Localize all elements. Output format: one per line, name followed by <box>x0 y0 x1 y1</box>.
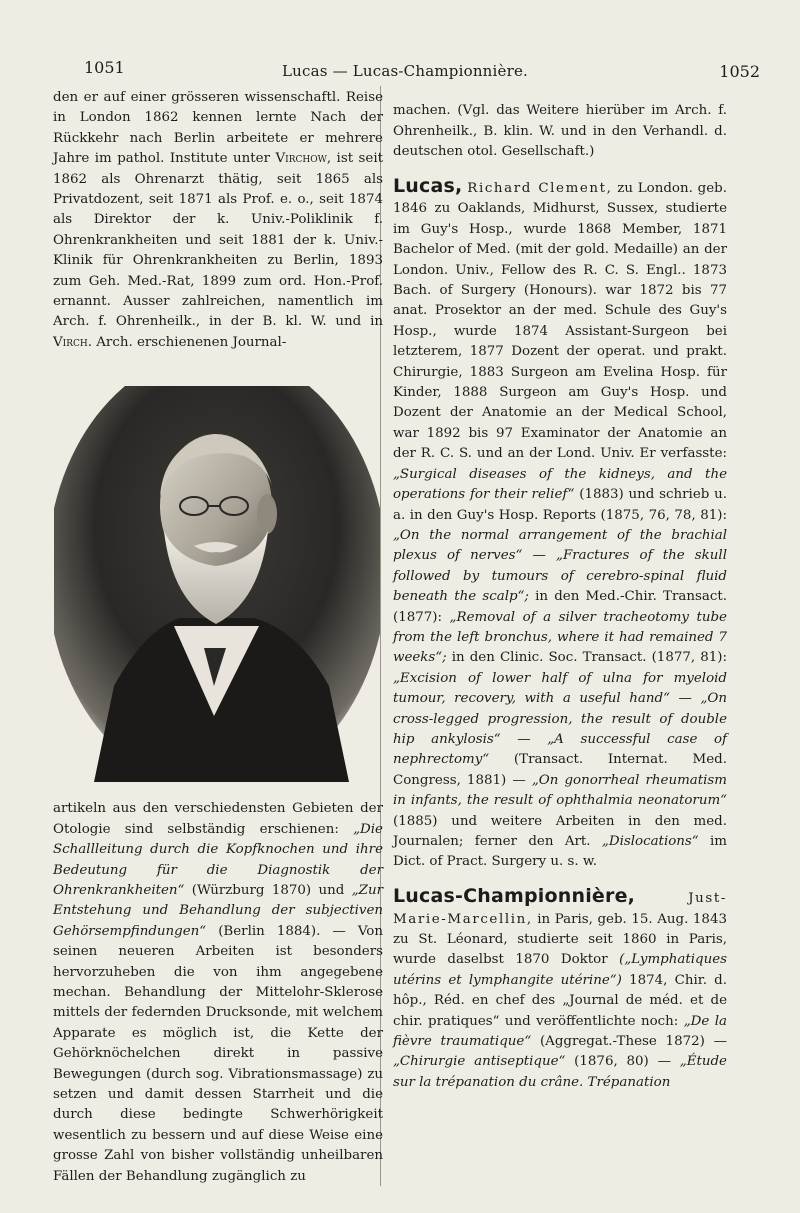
page-number-left: 1051 <box>84 58 125 77</box>
paragraph: machen. (Vgl. das Weitere hierüber im Arch. f. Ohrenheilk., B. klin. W. und in den Verhandl. d. deutschen otol. Gesellschaft.) <box>393 103 727 160</box>
page-header <box>50 58 760 84</box>
entry-lucas-championniere <box>393 886 727 1093</box>
text-run: (1885) und weitere Arbeiten in den med. Journalen; ferner den Art. <box>393 813 727 849</box>
entry-given-names: Richard Clement, <box>467 181 613 196</box>
running-title: Lucas — Lucas-Championnière. <box>281 62 529 80</box>
text-run: (Transact. Internat. Med. Congress, 1881) — <box>393 752 727 788</box>
text-run: (Aggregat.-These 1872) — <box>539 1034 727 1050</box>
text-run: im Dict. of Pract. Surgery u. s. w. <box>393 834 727 870</box>
text-run: (1876, 80) — <box>574 1054 671 1070</box>
work-title: „Die Schallleitung durch die Kopfknochen und ihre Bedeutung für die Diagnostik der Ohrenkrankheiten“ <box>53 821 383 899</box>
text-run: (Würzburg 1870) und <box>191 883 345 899</box>
work-title: „Surgical diseases of the kidneys, and the operations for their relief“ <box>393 466 727 503</box>
text-run: (1883) und schrieb u. a. in den Guy's Hosp. Reports (1875, 76, 78, 81): <box>393 487 727 523</box>
entry-lucas <box>393 176 727 873</box>
work-title: „De la fièvre traumatique“ <box>393 1013 728 1050</box>
text-run: in Paris, geb. 15. Aug. 1843 zu St. Léonard, studierte seit 1860 in Paris, wurde daselbst 1870 Doktor <box>393 911 727 968</box>
work-title: „Chirurgie antiseptique“ <box>393 1054 566 1070</box>
work-title: „Removal of a silver tracheotomy tube from the left bronchus, where it had remained 7 weeks“; <box>393 609 727 666</box>
right-column <box>393 88 727 1107</box>
entry-heading: Lucas, <box>393 175 463 197</box>
entry-heading: Lucas-Championnière, <box>393 885 636 908</box>
text-run: den er auf einer grösseren wissenschaftl. Reise in London 1862 kennen lernte Nach der Rückkehr nach Berlin arbeitete er mehrere Jahre im pathol. Institute unter <box>53 90 383 167</box>
text-run: (Berlin 1884). — Von seinen neueren Arbeiten ist besonders hervorzuheben die von ihm angegebene mechan. Behandlung der Mittelohr-Sklerose mittels der federnden Drucksonde, mit welchem Apparate es möglich ist, die Kette der Gehörknöchelchen direkt in passive Bewegungen (durch sog. Vibrationsmassage) zu setzen und damit dessen Starrheit und die durch diese bedingte Schwerhörigkeit wesentlich zu bessern und auf diese Weise eine grosse Zahl von bisher vollständig unheilbaren Fällen der Behandlung zugänglich zu <box>53 923 383 1184</box>
work-title: „Excision of lower half of ulna for myeloid tumour, recovery, with a useful hand“ — „On cross-legged progression, the result of double hip ankylosis“ — „A successful case of nephrectomy“ <box>393 670 727 768</box>
work-title: „Zur Entstehung und Behandlung der subjectiven Gehörsempfindungen“ <box>53 883 383 939</box>
entry-given-names: Just-Marie-Marcellin, <box>393 891 727 927</box>
portrait-engraving <box>54 386 380 782</box>
left-column-bottom <box>53 786 383 1201</box>
text-run: in den Med.-Chir. Transact. (1877): <box>393 589 727 625</box>
work-title: „On gonorrheal rheumatism in infants, the result of ophthalmia neonatorum“ <box>393 772 727 809</box>
work-title: („Lymphatiques utérins et lymphangite utérine“) <box>393 952 727 988</box>
paragraph <box>53 88 383 353</box>
text-run: 1874, Chir. d. hôp., Réd. en chef des „Journal de méd. et de chir. pratiques“ und veröffentlichte noch: <box>393 972 728 1029</box>
text-run: in den Clinic. Soc. Transact. (1877, 81): <box>451 650 727 666</box>
text-run: , ist seit 1862 als Ohrenarzt thätig, seit 1865 als Privatdozent, seit 1871 als Prof. e. o., seit 1874 als Direktor der k. Univ.-Poliklinik f. Ohrenkrankheiten und seit 1881 der k. Univ.-Klinik für Ohrenkrankheiten zu Berlin, 1893 zum Geh. Med.-Rat, 1899 zum ord. Hon.-Prof. ernannt. Ausser zahlreichen, namentlich im Arch. f. Ohrenheilk., in der B. kl. W. und in <box>53 151 384 330</box>
work-title: „Étude sur la trépanation du crâne. Trépanation <box>393 1054 727 1090</box>
work-title: „Dislocations“ <box>601 834 699 849</box>
person-name: Virchow <box>275 151 327 167</box>
text-run: zu London. geb. 1846 zu Oaklands, Midhurst, Sussex, studierte im Guy's Hosp., wurde 1868 Member, 1871 Bachelor of Med. (mit der gold. Medaille) an der London. Univ., Fellow des R. C. S. Engl.. 1873 Bach. of Surgery (Honours). war 1872 bis 77 anat. Prosektor an der med. Schule des Guy's Hosp., wurde 1874 Assistant-Surgeon bei letzterem, 1877 Dozent der operat. und prakt. Chirurgie, 1883 Surgeon am Evelina Hosp. für Kinder, 1888 Surgeon am Guy's Hosp. und Dozent der Anatomie an der Medical School, war 1892 bis 97 Examinator der Anatomie an der R. C. S. und an der Lond. Univ. Er verfasste: <box>393 181 727 462</box>
text-run: Arch. erschienenen Journal- <box>96 334 287 350</box>
person-name: Virch. <box>53 334 92 350</box>
text-run: artikeln aus den verschiedensten Gebieten der Otologie sind selbständig erschienen: <box>53 801 383 837</box>
paragraph <box>53 799 383 1187</box>
page-number-right: 1052 <box>719 62 760 81</box>
work-title: „On the normal arrangement of the brachial plexus of nerves“ — „Fractures of the skull followed by tumours of cerebro-spinal fluid beneath the scalp“; <box>393 527 727 605</box>
left-column-top <box>53 88 383 353</box>
